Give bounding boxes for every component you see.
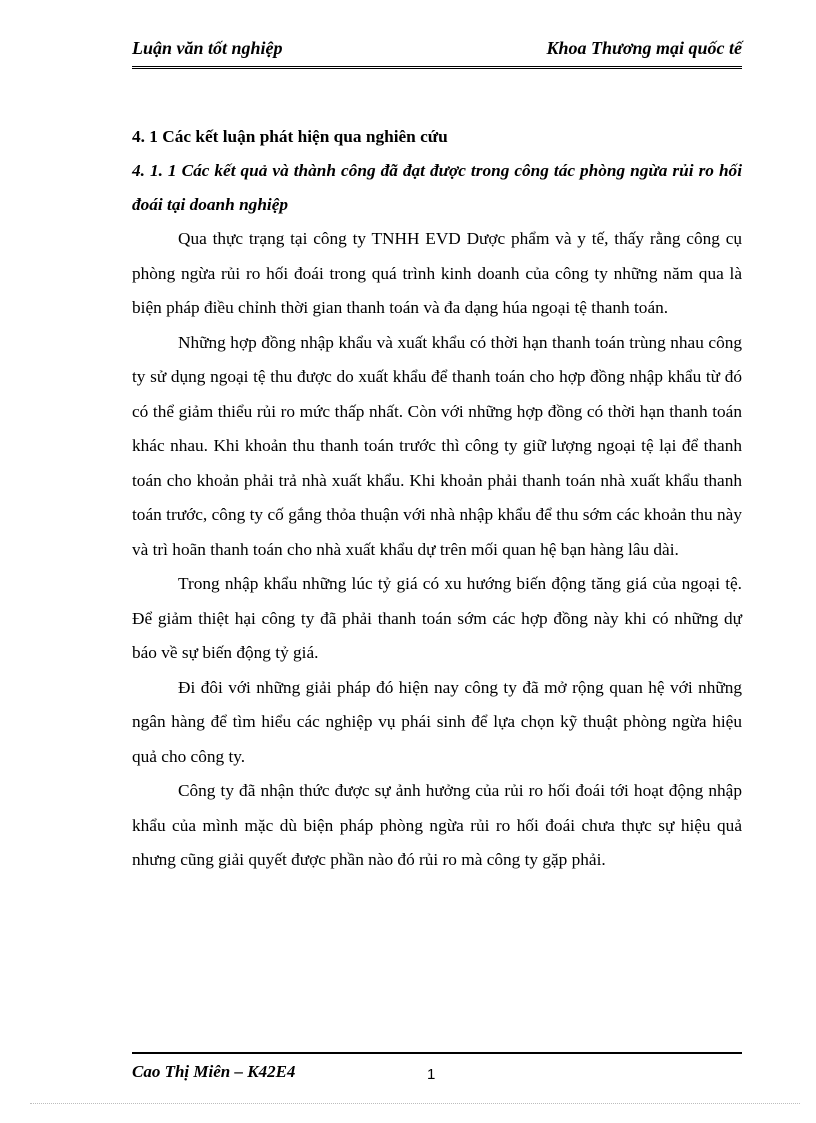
page-header [132, 36, 742, 66]
thesis-label: Luận văn tốt nghiệp [132, 38, 283, 58]
subsection-heading: 4. 1. 1 Các kết quả và thành công đã đạt được trong công tác phòng ngừa rủi ro hối đoái tại doanh nghiệp [132, 161, 742, 214]
page-number: 1 [427, 1066, 436, 1083]
header-divider [132, 66, 742, 69]
paragraph-1: Qua thực trạng tại công ty TNHH EVD Dược phẩm và y tế, thấy rằng công cụ phòng ngừa rủi ro hối đoái trong quá trình kinh doanh của công ty những năm qua là biện pháp điều chỉnh thời gian thanh toán và đa dạng húa ngoại tệ thanh toán. [132, 229, 742, 317]
footer-author: Cao Thị Miên – K42E4 [132, 1062, 296, 1081]
footer-divider [132, 1052, 742, 1054]
section-heading: 4. 1 Các kết luận phát hiện qua nghiên cứu [132, 127, 448, 146]
paragraph-5: Công ty đã nhận thức được sự ảnh hưởng của rủi ro hối đoái tới hoạt động nhập khẩu của mình mặc dù biện pháp phòng ngừa rủi ro hối đoái chưa thực sự hiệu quả nhưng cũng giải quyết được phần nào đó rủi ro mà công ty gặp phải. [132, 781, 742, 869]
page-bottom-border [30, 1103, 800, 1104]
page-content [132, 120, 742, 878]
paragraph-2: Những hợp đồng nhập khẩu và xuất khẩu có thời hạn thanh toán trùng nhau công ty sử dụng ngoại tệ thu được do xuất khẩu để thanh toán cho hợp đồng nhập khẩu từ đó có thể giảm thiểu rủi ro mức thấp nhất. Còn với những hợp đồng có thời hạn thanh toán khác nhau. Khi khoản thu thanh toán trước thì công ty giữ lượng ngoại tệ lại để thanh toán cho khoản phải trả nhà xuất khẩu. Khi khoản phải thanh toán nhà xuất khẩu thanh toán trước, công ty cố gắng thỏa thuận với nhà nhập khẩu để thu sớm các khoản thu này và trì hoãn thanh toán cho nhà xuất khẩu dự trên mối quan hệ bạn hàng lâu dài. [132, 332, 742, 559]
faculty-label: Khoa Thương mại quốc tế [546, 38, 742, 58]
paragraph-4: Đi đôi với những giải pháp đó hiện nay công ty đã mở rộng quan hệ với những ngân hàng để tìm hiểu các nghiệp vụ phái sinh để lựa chọn kỹ thuật phòng ngừa hiệu quả cho công ty. [132, 677, 742, 766]
paragraph-3: Trong nhập khẩu những lúc tỷ giá có xu hướng biến động tăng giá của ngoại tệ. Để giảm thiệt hại công ty đã phải thanh toán sớm các hợp đồng này khi có những dự báo về sự biến động tỷ giá. [132, 574, 742, 662]
